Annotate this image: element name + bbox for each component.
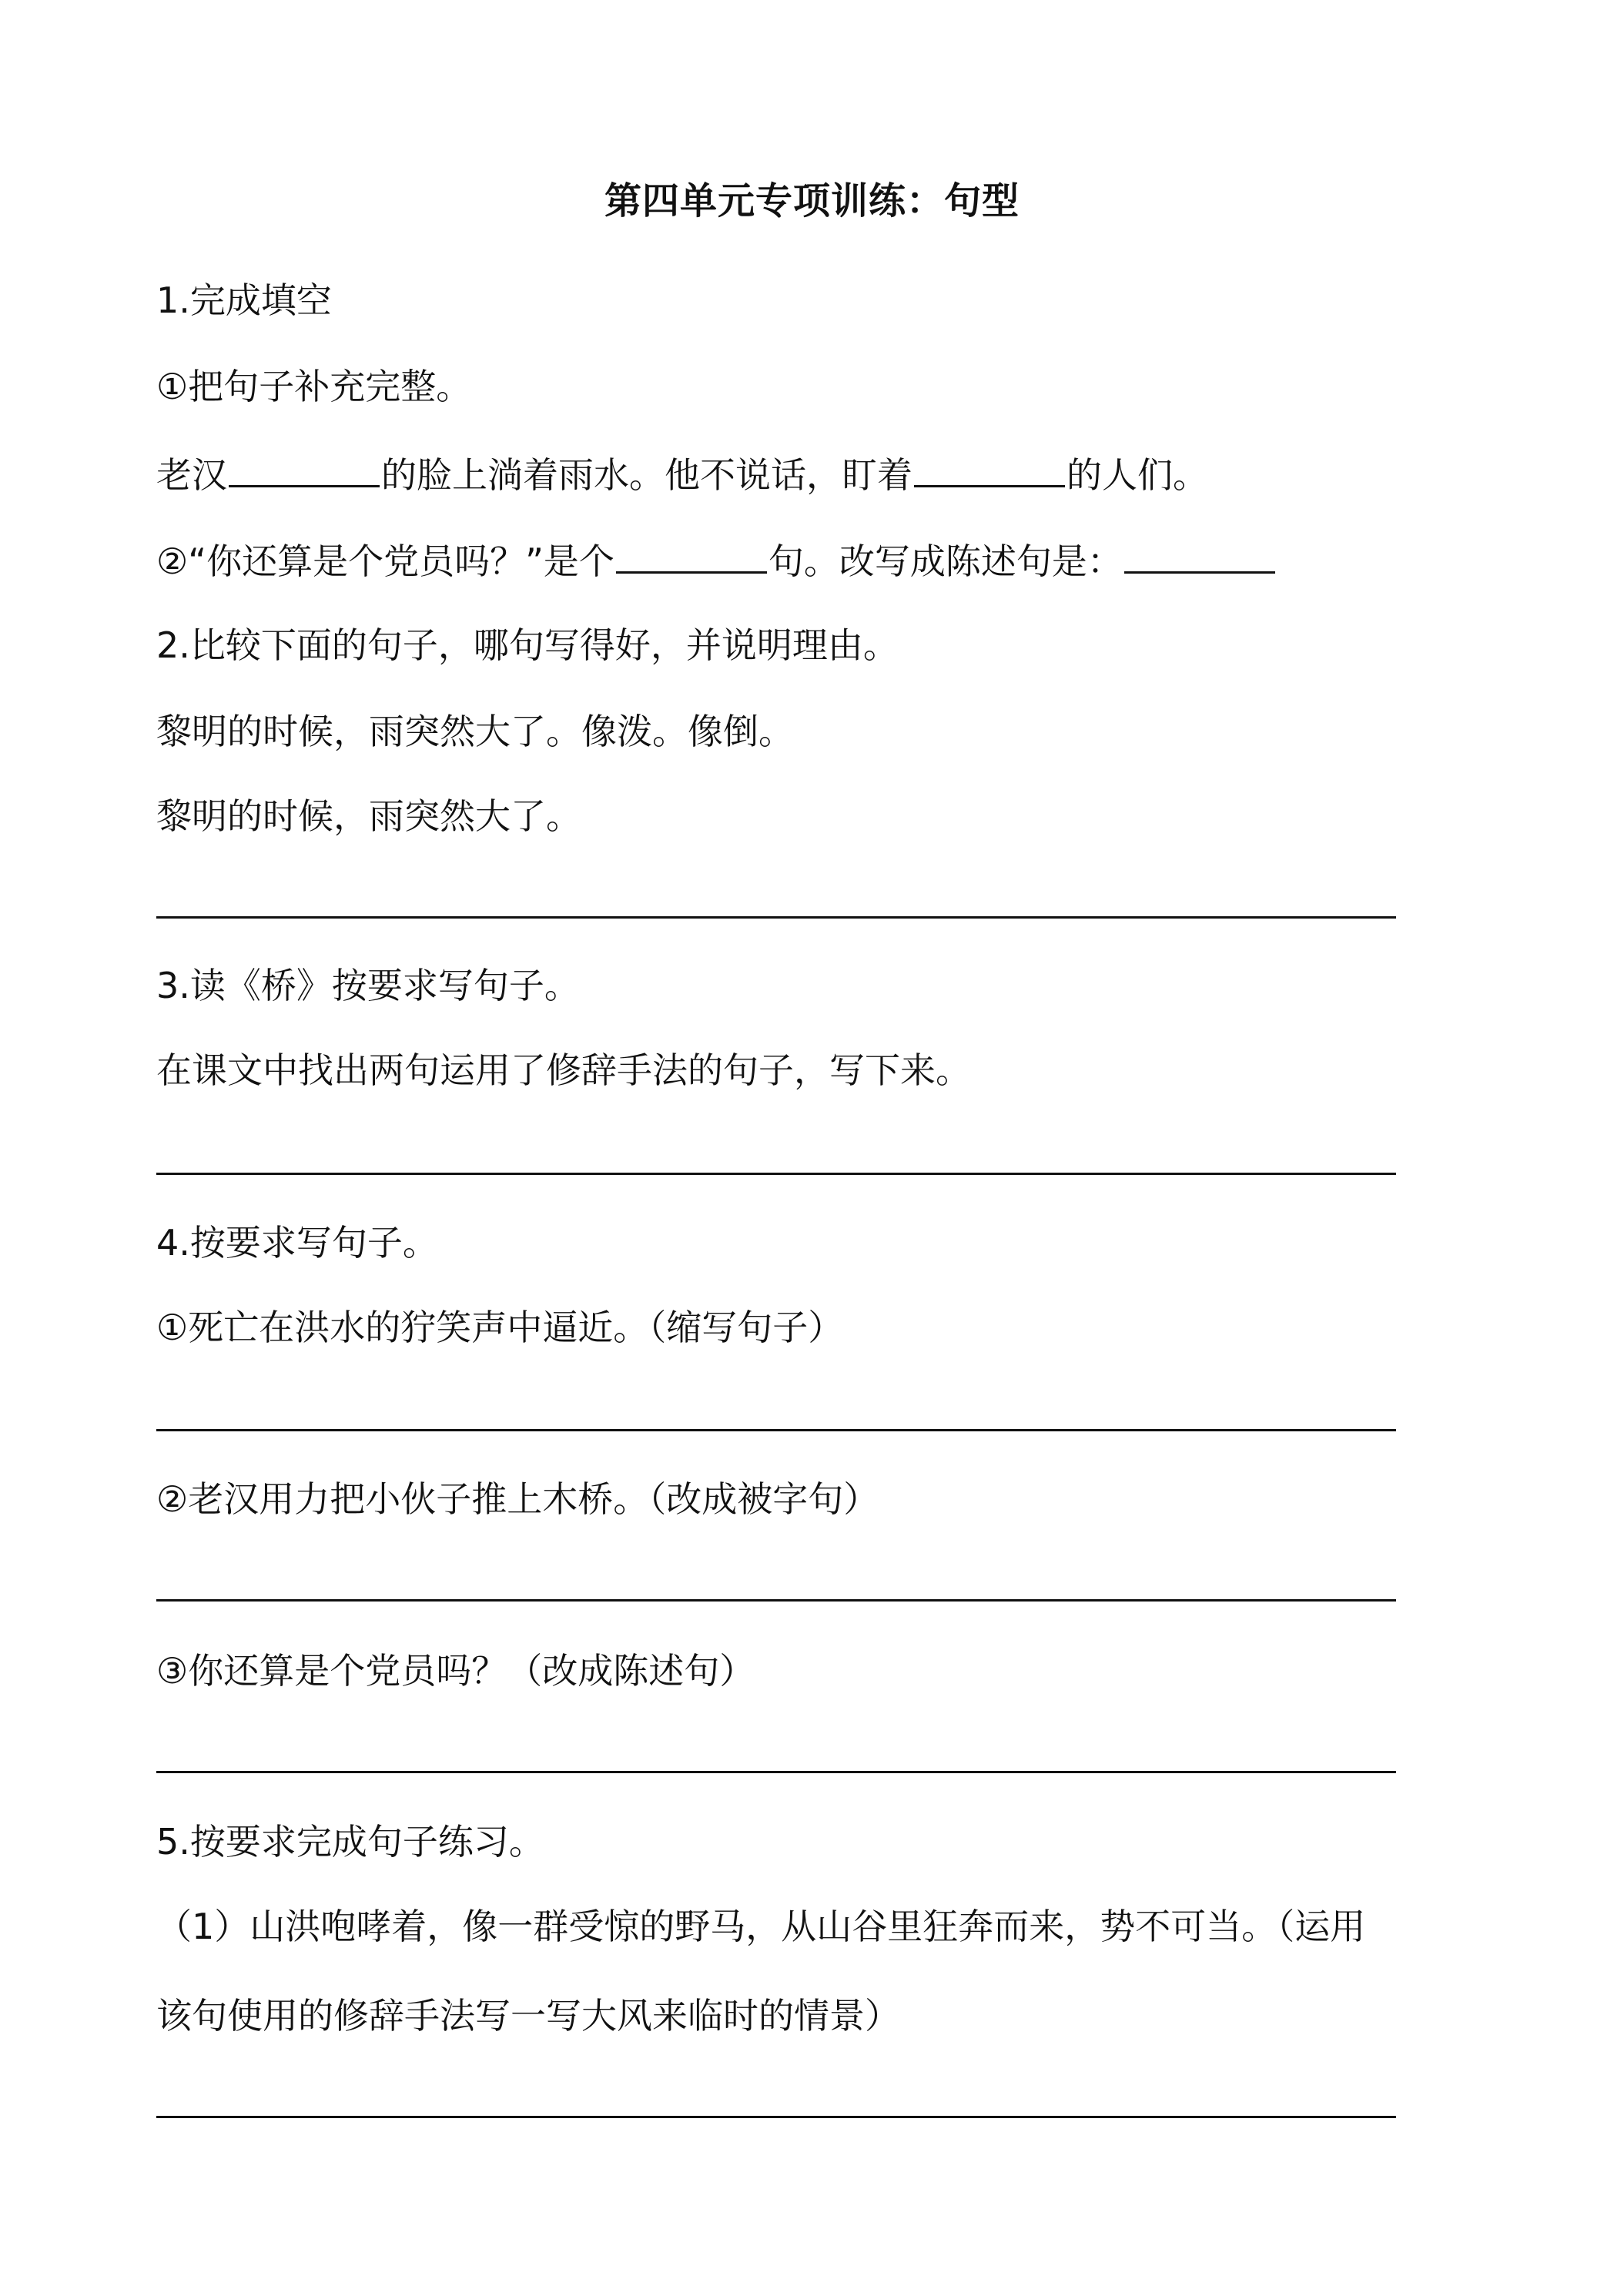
q1-sub2-part-b: 句。改写成陈述句是： — [768, 541, 1123, 582]
q2-sentence-2: 黎明的时候，雨突然大了。 — [156, 795, 581, 837]
q5-heading: 5.按要求完成句子练习。 — [156, 1821, 544, 1863]
q1-sub2-part-a: ②“你还算是个党员吗？”是个 — [156, 541, 614, 582]
q3-answer-line[interactable] — [156, 1173, 1396, 1175]
fill-blank-4[interactable] — [1124, 537, 1275, 574]
q1-sub1-part-b: 的脸上淌着雨水。他不说话，盯着 — [381, 454, 912, 496]
q2-heading: 2.比较下面的句子，哪句写得好，并说明理由。 — [156, 624, 899, 666]
q2-sentence-1: 黎明的时候，雨突然大了。像泼。像倒。 — [156, 711, 794, 752]
q4-heading: 4.按要求写句子。 — [156, 1222, 438, 1263]
q3-heading: 3.读《桥》按要求写句子。 — [156, 965, 580, 1006]
q4-item-2: ②老汉用力把小伙子推上木桥。（改成被字句） — [156, 1478, 879, 1520]
q1-sub2-sentence — [156, 537, 1277, 584]
q1-sub1-part-a: 老汉 — [156, 454, 227, 496]
q2-answer-line[interactable] — [156, 916, 1396, 919]
q5-item-1-line-2: 该句使用的修辞手法写一写大风来临时的情景） — [156, 1995, 900, 2037]
q1-sub1-label: ①把句子补充完整。 — [156, 366, 472, 407]
q4-item-3-answer-line[interactable] — [156, 1771, 1396, 1773]
q4-item-2-answer-line[interactable] — [156, 1599, 1396, 1602]
fill-blank-2[interactable] — [914, 451, 1065, 487]
fill-blank-3[interactable] — [616, 537, 767, 574]
page-title: 第四单元专项训练：句型 — [604, 179, 1020, 223]
q3-instruction: 在课文中找出两句运用了修辞手法的句子，写下来。 — [156, 1049, 971, 1091]
q4-item-3: ③你还算是个党员吗？（改成陈述句） — [156, 1650, 755, 1692]
q5-item-1-answer-line[interactable] — [156, 2116, 1396, 2118]
fill-blank-1[interactable] — [229, 451, 380, 487]
q1-sub1-sentence — [156, 451, 1208, 498]
q5-item-1-line-1: （1）山洪咆哮着，像一群受惊的野马，从山谷里狂奔而来，势不可当。（运用 — [156, 1906, 1366, 1947]
q4-item-1-answer-line[interactable] — [156, 1429, 1396, 1431]
q1-heading: 1.完成填空 — [156, 279, 332, 321]
q4-item-1: ①死亡在洪水的狞笑声中逼近。（缩写句子） — [156, 1307, 844, 1348]
q1-sub1-part-c: 的人们。 — [1066, 454, 1208, 496]
